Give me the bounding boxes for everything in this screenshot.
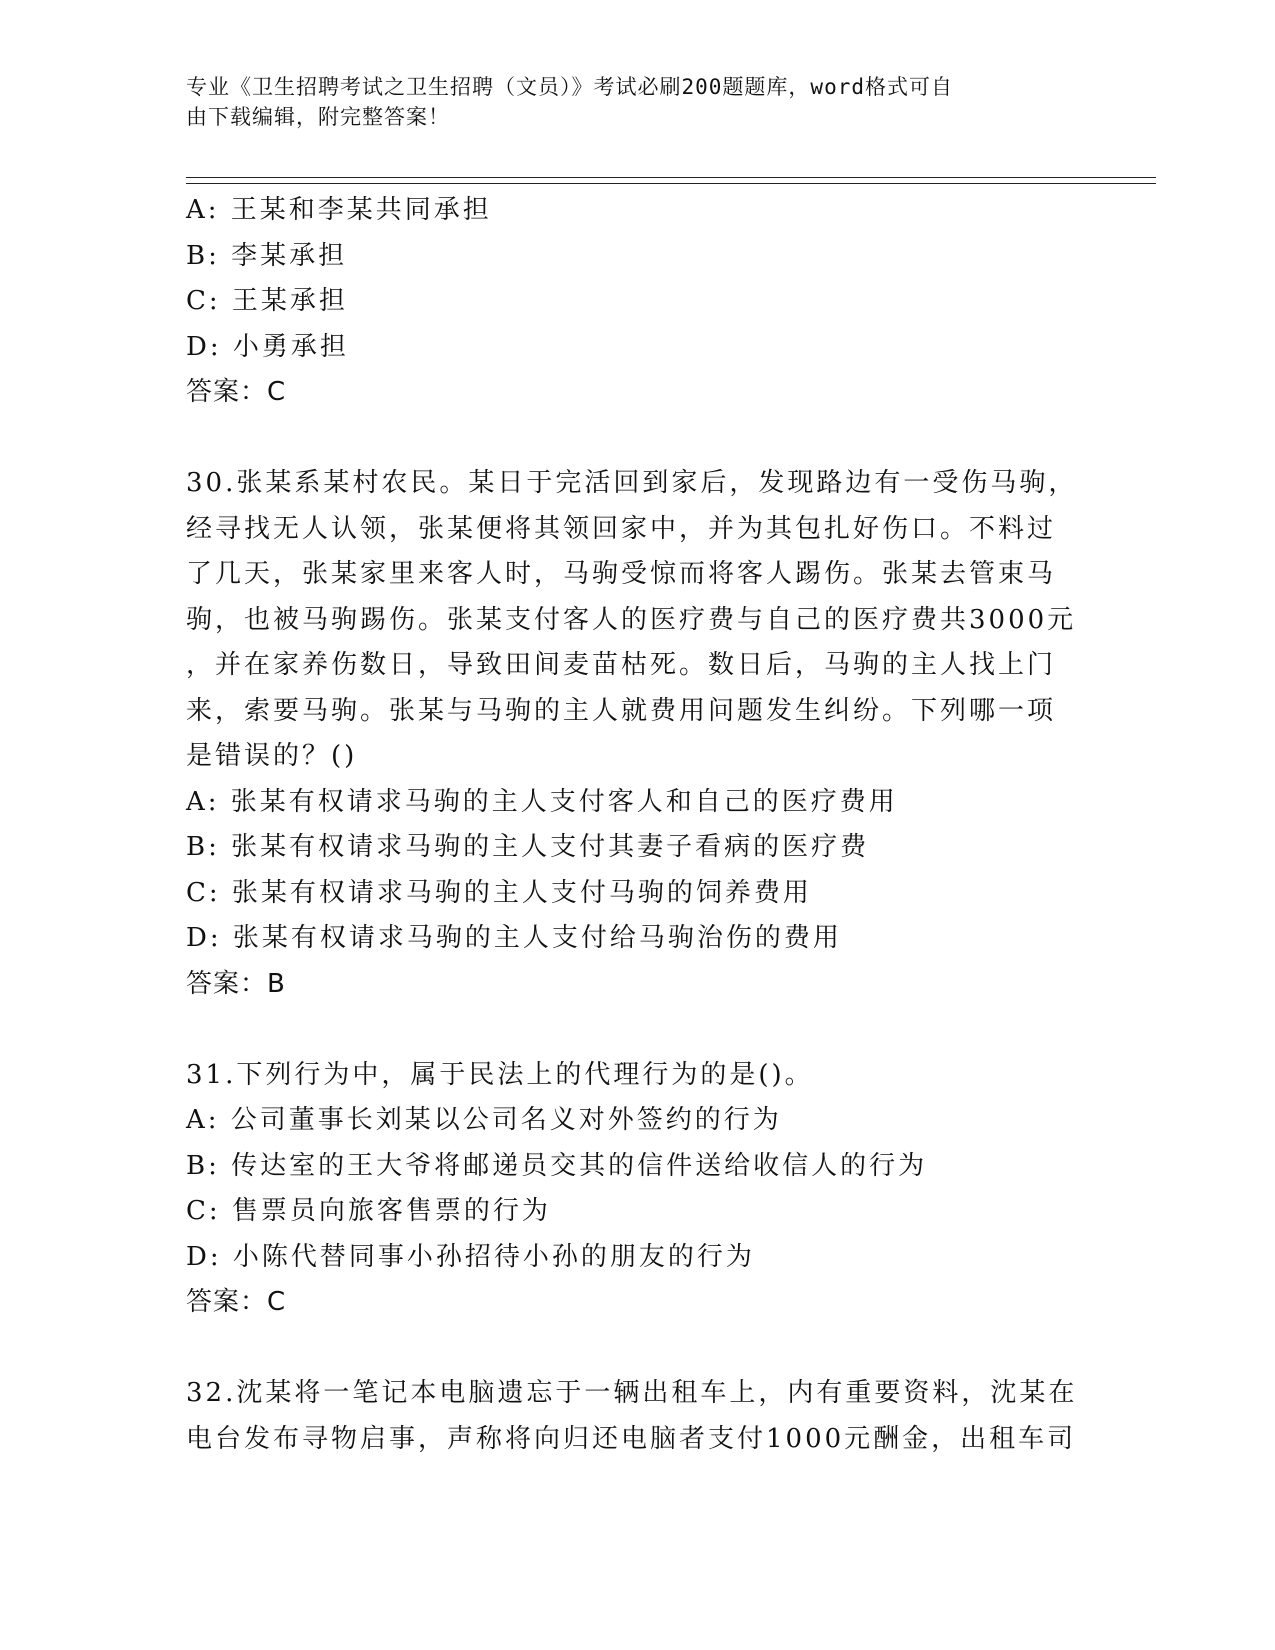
header-line-2: 由下载编辑，附完整答案！ [186, 105, 450, 129]
answer: 答案：C [186, 1287, 287, 1317]
question-32 [186, 1371, 1086, 1462]
answer: 答案：C [186, 377, 287, 407]
option-c: C: 张某有权请求马驹的主人支付马驹的饲养费用 [186, 877, 812, 908]
question-31 [186, 1053, 1086, 1326]
question-text-line: 电台发布寻物启事，声称将向归还电脑者支付1000元酬金，出租车司 [186, 1423, 1077, 1454]
question-text-line: 驹，也被马驹踢伤。张某支付客人的医疗费与自己的医疗费共3000元 [186, 604, 1077, 635]
option-c: C: 售票员向旅客售票的行为 [186, 1196, 551, 1226]
answer: 答案：B [186, 968, 286, 999]
header-rule-bottom [186, 183, 1156, 184]
document-header [186, 72, 1066, 132]
question-text-line: 30.张某系某村农民。某日于完活回到家后，发现路边有一受伤马驹， [186, 468, 1078, 498]
option-a: A: 王某和李某共同承担 [186, 195, 492, 225]
question-30 [186, 461, 1086, 1007]
question-text-line: 来，索要马驹。张某与马驹的主人就费用问题发生纠纷。下列哪一项 [186, 695, 1057, 726]
question-29 [186, 188, 1086, 416]
question-text-line: 32.沈某将一笔记本电脑遗忘于一辆出租车上，内有重要资料，沈某在 [186, 1378, 1078, 1408]
spacer [186, 416, 1086, 462]
spacer [186, 1007, 1086, 1053]
option-d: D: 小勇承担 [186, 331, 349, 362]
question-text-line: 31.下列行为中，属于民法上的代理行为的是()。 [186, 1059, 814, 1090]
document-body [186, 188, 1086, 1462]
option-c: C: 王某承担 [186, 286, 348, 316]
option-b: B: 李某承担 [186, 240, 348, 271]
option-a: A: 张某有权请求马驹的主人支付客人和自己的医疗费用 [186, 786, 898, 817]
header-line-1: 专业《卫生招聘考试之卫生招聘（文员）》考试必刷200题题库，word格式可自 [186, 75, 953, 99]
option-d: D: 小陈代替同事小孙招待小孙的朋友的行为 [186, 1241, 755, 1272]
question-text-line: 经寻找无人认领，张某便将其领回家中，并为其包扎好伤口。不料过 [186, 513, 1057, 544]
option-b: B: 张某有权请求马驹的主人支付其妻子看病的医疗费 [186, 832, 870, 862]
option-a: A: 公司董事长刘某以公司名义对外签约的行为 [186, 1105, 782, 1135]
spacer [186, 1326, 1086, 1372]
header-rule-top [186, 177, 1156, 178]
option-b: B: 传达室的王大爷将邮递员交其的信件送给收信人的行为 [186, 1150, 928, 1181]
question-text-line: 是错误的？() [186, 741, 358, 771]
option-d: D: 张某有权请求马驹的主人支付给马驹治伤的费用 [186, 923, 842, 953]
question-text-line: ，并在家养伤数日，导致田间麦苗枯死。数日后，马驹的主人找上门 [186, 650, 1057, 680]
question-text-line: 了几天，张某家里来客人时，马驹受惊而将客人踢伤。张某去管束马 [186, 559, 1057, 589]
